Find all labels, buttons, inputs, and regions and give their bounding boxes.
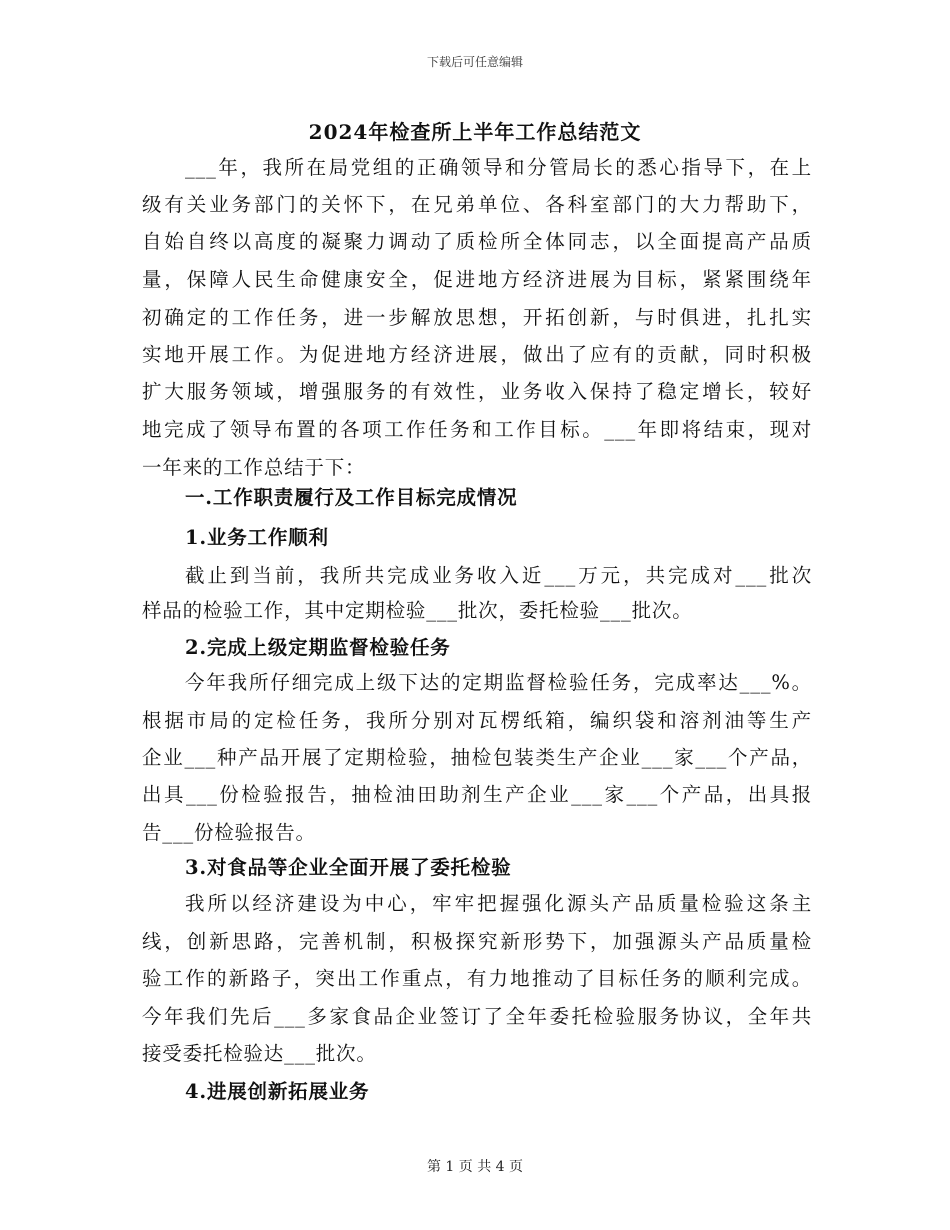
body-line: 初确定的工作任务，进一步解放思想，开拓创新，与时俱进，扎扎实 [142,306,812,329]
body-line: 出具___份检验报告，抽检油田助剂生产企业___家___个产品，出具报 [142,783,812,806]
body-line: 扩大服务领域，增强服务的有效性，业务收入保持了稳定增长，较好 [142,380,812,403]
section-heading: 1.业务工作顺利 [185,526,329,549]
body-line: 线，创新思路，完善机制，积极探究新形势下，加强源头产品质量检 [142,930,812,953]
section-heading: 一.工作职责履行及工作目标完成情况 [185,486,518,509]
body-line: 样品的检验工作，其中定期检验___批次，委托检验___批次。 [142,599,693,622]
body-line: 一年来的工作总结于下： [142,456,366,479]
body-line: 验工作的新路子，突出工作重点，有力地推动了目标任务的顺利完成。 [142,967,812,990]
body-line: 根据市局的定检任务，我所分别对瓦楞纸箱，编织袋和溶剂油等生产 [142,709,812,732]
body-line: 今年我们先后___多家食品企业签订了全年委托检验服务协议，全年共 [142,1005,812,1028]
section-heading: 4.进展创新拓展业务 [185,1080,370,1103]
body-line: 企业___种产品开展了定期检验，抽检包装类生产企业___家___个产品， [142,746,812,769]
body-line: 自始自终以高度的凝聚力调动了质检所全体同志，以全面提高产品质 [142,230,812,253]
body-line: 接受委托检验达___批次。 [142,1042,377,1065]
body-line: 告___份检验报告。 [142,821,316,844]
body-line: 量，保障人民生命健康安全，促进地方经济进展为目标，紧紧围绕年 [142,268,812,291]
body-line: ___年，我所在局党组的正确领导和分管局长的悉心指导下，在上 [185,156,812,179]
page-footer: 第 1 页 共 4 页 [426,1159,524,1175]
body-line: 地完成了领导布置的各项工作任务和工作目标。___年即将结束，现对 [142,418,812,441]
section-heading: 3.对食品等企业全面开展了委托检验 [185,856,512,879]
body-line: 级有关业务部门的关怀下，在兄弟单位、各科室部门的大力帮助下， [142,193,812,216]
document-title: 2024年检查所上半年工作总结范文 [308,120,642,144]
page-header-note: 下载后可任意编辑 [426,55,523,69]
body-line: 我所以经济建设为中心，牢牢把握强化源头产品质量检验这条主 [185,892,812,915]
body-line: 截止到当前，我所共完成业务收入近___万元，共完成对___批次 [185,564,812,587]
body-line: 今年我所仔细完成上级下达的定期监督检验任务，完成率达___%。 [185,671,812,694]
body-line: 实地开展工作。为促进地方经济进展，做出了应有的贡献，同时积极 [142,343,812,366]
section-heading: 2.完成上级定期监督检验任务 [185,636,451,659]
